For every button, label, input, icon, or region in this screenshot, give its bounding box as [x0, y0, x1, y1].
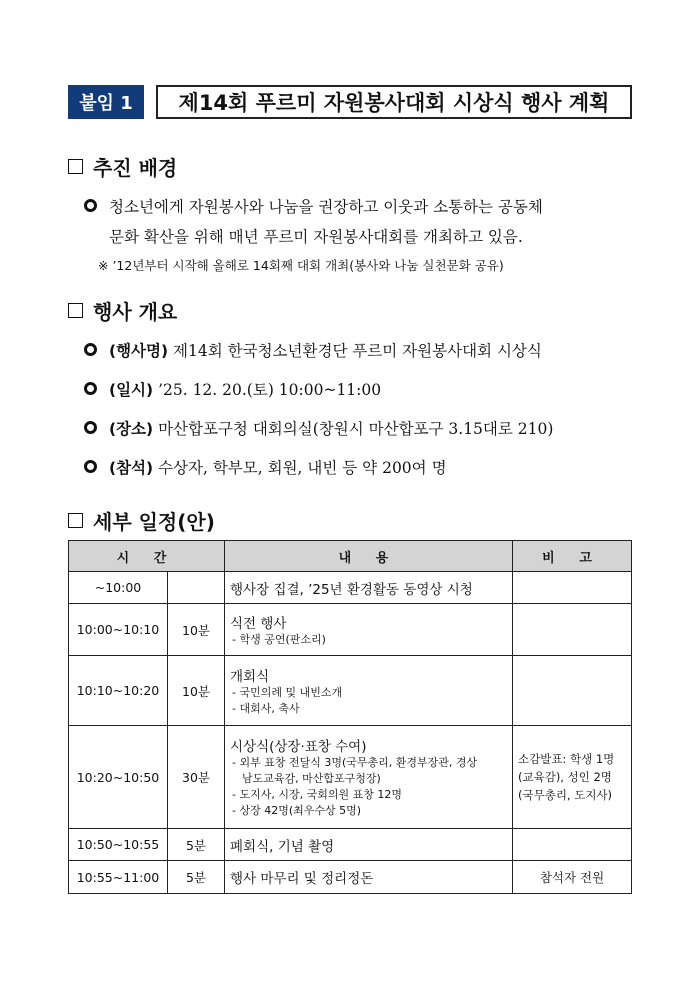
row-time: 10:20~10:50 [69, 726, 168, 829]
row-duration: 5분 [168, 829, 225, 861]
overview-label: (참석) [109, 459, 154, 477]
header-content: 내 용 [225, 541, 513, 572]
row-time: 10:00~10:10 [69, 604, 168, 656]
section-title: 행사 개요 [93, 300, 178, 324]
row-main: 폐회식, 기념 촬영 [230, 838, 335, 855]
row-time: 10:10~10:20 [69, 656, 168, 726]
row-duration: 10분 [168, 604, 225, 656]
row-main: 개회식 [230, 668, 270, 685]
row-main: 행사 마무리 및 정리정돈 [230, 871, 374, 887]
row-content [225, 572, 513, 604]
header-note: 비 고 [513, 541, 632, 572]
overview-label: (행사명) [109, 342, 169, 360]
table-row [69, 829, 632, 861]
row-duration: 10분 [168, 656, 225, 726]
background-line-1: 청소년에게 자원봉사와 나눔을 권장하고 이웃과 소통하는 공동체 [109, 198, 543, 216]
background-bullet [84, 195, 543, 217]
table-row [69, 861, 632, 894]
row-sub: - 대회사, 축사 [232, 701, 300, 715]
background-line-2: 문화 확산을 위해 매년 푸르미 자원봉사대회를 개최하고 있음. [109, 228, 523, 246]
overview-label: (일시) [109, 381, 154, 399]
overview-value: 수상자, 학부모, 회원, 내빈 등 약 200여 명 [158, 459, 447, 477]
ring-bullet-icon [84, 382, 97, 395]
row-time: ~10:00 [69, 572, 168, 604]
attachment-badge: 붙임 1 [68, 85, 144, 119]
background-note: ※ ’12년부터 시작해 올해로 14회째 대회 개최(봉사와 나눔 실천문화 공유) [98, 258, 504, 273]
row-sub: 남도교육감, 마산합포구청장) [242, 772, 381, 785]
row-note [513, 572, 632, 604]
section-title: 추진 배경 [93, 156, 178, 180]
overview-value: 제14회 한국청소년환경단 푸르미 자원봉사대회 시상식 [173, 342, 542, 360]
overview-value: ’25. 12. 20.(토) 10:00~11:00 [158, 381, 382, 399]
row-note [513, 604, 632, 656]
checkbox-square-icon [68, 513, 83, 528]
ring-bullet-icon [84, 421, 97, 434]
row-note [513, 829, 632, 861]
row-duration [168, 572, 225, 604]
checkbox-square-icon [68, 303, 83, 318]
row-note [513, 656, 632, 726]
row-duration: 30분 [168, 726, 225, 829]
table-row [69, 726, 632, 829]
overview-item [84, 417, 553, 439]
ring-bullet-icon [84, 343, 97, 356]
row-sub: - 학생 공연(판소리) [232, 632, 326, 646]
row-duration: 5분 [168, 861, 225, 894]
row-content [225, 726, 513, 829]
section-overview-heading [68, 296, 177, 325]
ring-bullet-icon [84, 460, 97, 473]
section-title: 세부 일정(안) [93, 510, 215, 534]
row-note: 소감발표: 학생 1명 (교육감), 성인 2명 (국무총리, 도지사) [513, 726, 632, 829]
row-time: 10:50~10:55 [69, 829, 168, 861]
row-content [225, 861, 513, 894]
row-sub: - 상장 42명(최우수상 5명) [232, 804, 362, 817]
row-main: 식전 행사 [230, 615, 287, 632]
row-main: 행사장 집결, ’25년 환경활동 동영상 시청 [230, 581, 473, 598]
row-sub: - 국민의례 및 내빈소개 [232, 685, 343, 699]
row-time: 10:55~11:00 [69, 861, 168, 894]
row-content [225, 829, 513, 861]
section-background-heading [68, 152, 177, 181]
header-time: 시 간 [69, 541, 225, 572]
overview-item [84, 378, 381, 400]
table-header-row [69, 541, 632, 572]
overview-value: 마산합포구청 대회의실(창원시 마산합포구 3.15대로 210) [158, 420, 554, 438]
schedule-table [68, 540, 632, 894]
row-main: 시상식(상장·표창 수여) [230, 739, 367, 755]
overview-item [84, 456, 447, 478]
ring-bullet-icon [84, 199, 97, 212]
overview-item [84, 339, 542, 361]
row-sub: - 도지사, 시장, 국회의원 표창 12명 [232, 788, 402, 801]
row-content [225, 604, 513, 656]
overview-label: (장소) [109, 420, 154, 438]
background-bullet-continued [109, 225, 523, 247]
checkbox-square-icon [68, 159, 83, 174]
row-note: 참석자 전원 [513, 861, 632, 894]
table-row [69, 604, 632, 656]
row-sub: - 외부 표창 전달식 3명(국무총리, 환경부장관, 경상 [232, 756, 478, 769]
document-title: 제14회 푸르미 자원봉사대회 시상식 행사 계획 [156, 85, 632, 119]
section-schedule-heading [68, 506, 215, 535]
row-content [225, 656, 513, 726]
table-row [69, 572, 632, 604]
table-row [69, 656, 632, 726]
